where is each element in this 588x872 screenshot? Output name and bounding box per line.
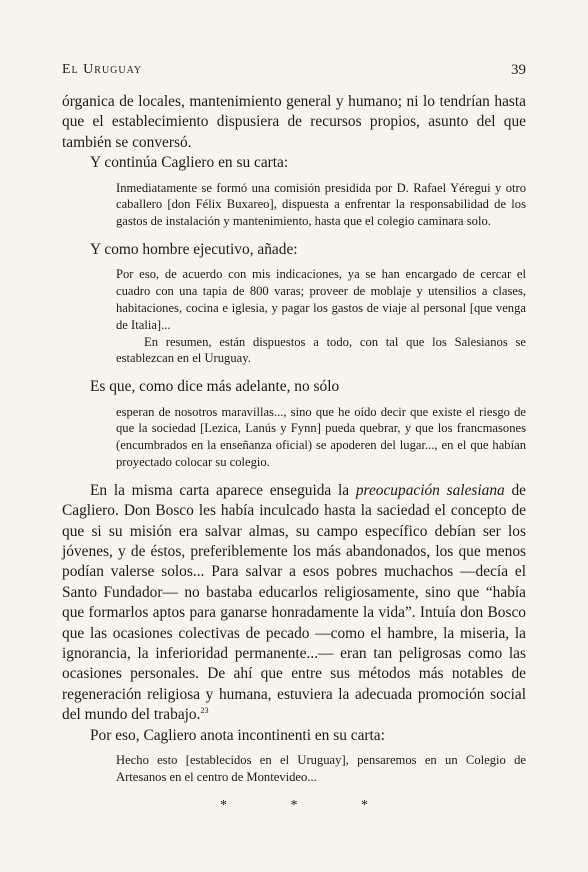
page-number: 39	[511, 62, 526, 78]
paragraph-continuation: órganica de locales, mantenimiento general y humano; ni lo tendrían hasta que el establecimiento dispusiera de recursos propios, asunto del que también se conversó.	[62, 93, 526, 151]
italic-phrase: preocupación salesiana	[355, 481, 505, 499]
running-head: El Uruguay	[62, 62, 143, 77]
paragraph-salesian-concern	[62, 481, 526, 726]
paragraph-text-post: de Cagliero. Don Bosco les había inculcado hasta la saciedad el concepto de que si su misión era salvar almas, su campo específico debían ser los jóvenes, y de éstos, preferiblemente los más abandonados, los que menos podían valerse solos... Para salvar a esos pobres muchachos —decía el Santo Fundador— no bastaba educarlos religiosamente, sino que “había que formarlos aptos para ganarse honradamente la vida”. Intuía don Bosco que las ocasiones colectivas de pecado —como el hambre, la miseria, la ignorancia, la inferioridad permanente...— eran tan peligrosas como las ocasiones personales. De ahí que entre sus métodos más notables de regeneración religiosa y humana, estuviera la adecuada promoción social del mundo del trabajo.	[62, 481, 526, 724]
block-quote-2-text-b: En resumen, están dispuestos a todo, con tal que los Salesianos se establezcan en el Uruguay.	[116, 334, 526, 366]
block-quote-3	[116, 404, 526, 471]
block-quote-3-text: esperan de nosotros maravillas..., sino que he oído decir que existe el riesgo de que la sociedad [Lezica, Lanús y Fynn] pueda quebrar, y que los francmasones (encumbrados en la enseñanza oficial) se apoderen del lugar..., en el que habían proyectado colocar su colegio.	[116, 404, 526, 469]
page-body	[62, 92, 526, 816]
section-break-asterisks: * * *	[220, 797, 398, 813]
block-quote-4-text: Hecho esto [establecidos en el Uruguay], pensaremos en un Colegio de Artesanos en el centro de Montevideo...	[116, 753, 526, 784]
block-quote-4	[116, 752, 526, 786]
paragraph-intro-quote-2: Y como hombre ejecutivo, añade:	[90, 241, 298, 259]
paragraph-intro-quote-1: Y continúa Cagliero en su carta:	[90, 154, 289, 172]
block-quote-2	[116, 266, 526, 367]
block-quote-2-text-a: Por eso, de acuerdo con mis indicaciones, ya se han encargado de cercar el cuadro con una tapia de 800 varas; proveer de moblaje y utensilios a clases, habitaciones, cocina e iglesia, y pagar los gastos de viaje al personal [que venga de Italia]...	[116, 267, 526, 332]
paragraph-intro-quote-3: Es que, como dice más adelante, no sólo	[90, 378, 340, 396]
paragraph-text-pre: En la misma carta aparece enseguida la	[90, 481, 356, 499]
block-quote-1	[116, 180, 526, 230]
footnote-ref: 23	[200, 706, 209, 716]
paragraph-intro-quote-4: Por eso, Cagliero anota incontinenti en su carta:	[90, 726, 385, 744]
page-header	[62, 62, 526, 80]
block-quote-1-text: Inmediatamente se formó una comisión presidida por D. Rafael Yéregui y otro caballero [don Félix Buxareo], dispuesta a enfrentar la responsabilidad de los gastos de instalación y mantenimiento, hasta que el colegio caminara solo.	[116, 180, 526, 229]
